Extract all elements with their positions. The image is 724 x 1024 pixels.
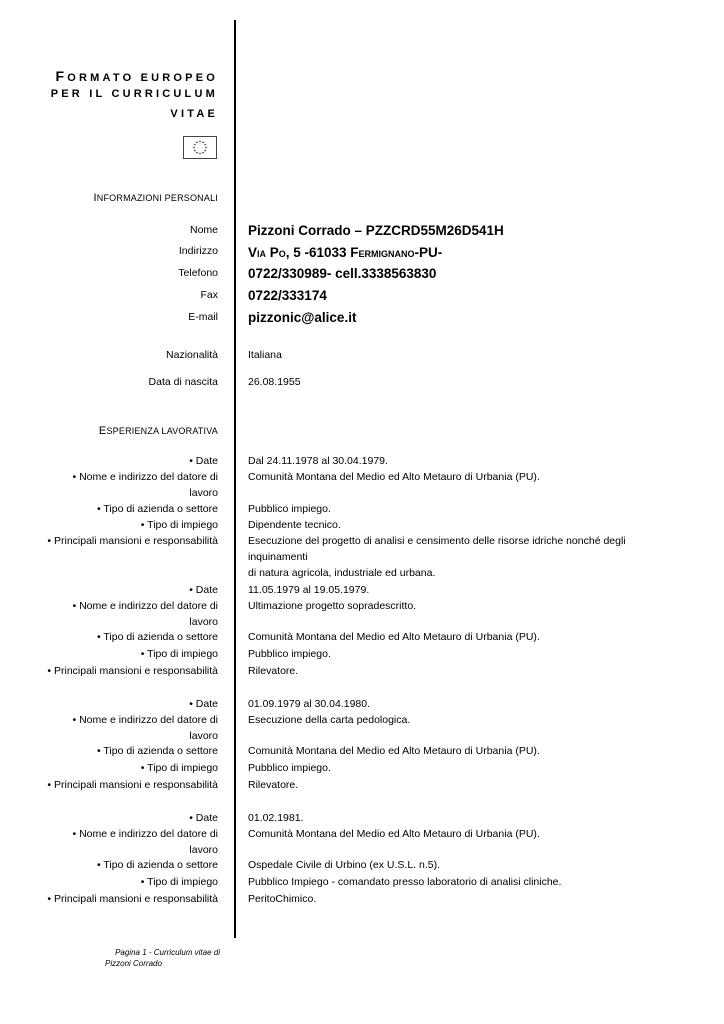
entry-3-sector-label: • Tipo di azienda o settore [96,745,218,757]
entry-3-date-label: • Date [189,698,218,710]
entry-2-sector-label: • Tipo di azienda o settore [96,631,218,643]
entry-2-job-type: Pubblico impiego. [248,648,331,660]
entry-1-duties: Esecuzione del progetto di analisi e censimento delle risorse idriche nonché degli inquinamenti di natura agricola, industriale ed urbana. [248,535,626,579]
footer-line-1: Pagina 1 - Curriculum vitae di [115,948,220,957]
title-line-3: VITAE [170,108,218,120]
entry-3-sector: Comunità Montana del Medio ed Alto Metauro di Urbania (PU). [248,745,540,757]
entry-3-job-type: Pubblico impiego. [248,762,331,774]
fax-label: Fax [200,289,218,301]
entry-2-sector: Comunità Montana del Medio ed Alto Metauro di Urbania (PU). [248,631,540,643]
entry-1-duties-label: • Principali mansioni e responsabilità [47,535,218,547]
entry-1-date: Dal 24.11.1978 al 30.04.1979. [248,455,388,467]
entry-1-sector: Pubblico impiego. [248,503,331,515]
phone-label: Telefono [178,267,218,279]
entry-4-duties: PeritoChimico. [248,893,317,905]
birth-date-value: 26.08.1955 [248,376,301,388]
entry-2-duties: Rilevatore. [248,665,299,677]
entry-2-employer-label: • Nome e indirizzo del datore di lavoro [72,600,218,628]
entry-3-duties-label: • Principali mansioni e responsabilità [47,779,218,791]
entry-1-employer-label: • Nome e indirizzo del datore di lavoro [72,471,218,499]
entry-3-job-type-label: • Tipo di impiego [140,762,218,774]
entry-3-employer-label: • Nome e indirizzo del datore di lavoro [72,714,218,742]
entry-2-job-type-label: • Tipo di impiego [140,648,218,660]
entry-2-date: 11.05.1979 al 19.05.1979. [248,584,370,596]
entry-1-job-type-label: • Tipo di impiego [140,519,218,531]
birth-date-label: Data di nascita [148,376,218,388]
entry-1-employer: Comunità Montana del Medio ed Alto Metauro di Urbania (PU). [248,471,540,483]
address-label: Indirizzo [178,245,218,257]
column-divider [234,20,236,938]
entry-2-employer: Ultimazione progetto sopradescritto. [248,600,417,612]
entry-3-employer: Esecuzione della carta pedologica. [248,714,411,726]
nationality-label: Nazionalità [166,349,218,361]
title-line-1: FORMATO EUROPEO [55,68,218,84]
entry-2-date-label: • Date [189,584,218,596]
entry-4-employer-label: • Nome e indirizzo del datore di lavoro [72,828,218,856]
entry-4-duties-label: • Principali mansioni e responsabilità [47,893,218,905]
entry-4-employer: Comunità Montana del Medio ed Alto Metauro di Urbania (PU). [248,828,540,840]
address-value: Via Po, 5 -61033 Fermignano-PU- [248,245,443,260]
entry-3-date: 01.09.1979 al 30.04.1980. [248,698,371,710]
title-line-2: PER IL CURRICULUM [50,88,218,100]
entry-1-date-label: • Date [189,455,218,467]
email-value: pizzonic@alice.it [248,310,357,325]
fax-value: 0722/333174 [248,288,327,303]
eu-flag-icon [183,136,217,159]
name-label: Nome [189,224,218,236]
section-work-experience: ESPERIENZA LAVORATIVA [98,425,218,437]
nationality-value: Italiana [248,349,282,361]
section-personal-info: INFORMAZIONI PERSONALI [93,192,218,204]
phone-value: 0722/330989- cell.3338563830 [248,266,437,281]
entry-2-duties-label: • Principali mansioni e responsabilità [47,665,218,677]
name-value: Pizzoni Corrado – PZZCRD55M26D541H [248,223,504,238]
entry-4-job-type-label: • Tipo di impiego [140,876,218,888]
entry-4-date: 01.02.1981. [248,812,304,824]
entry-4-date-label: • Date [189,812,218,824]
entry-4-sector-label: • Tipo di azienda o settore [96,859,218,871]
entry-3-duties: Rilevatore. [248,779,299,791]
entry-1-sector-label: • Tipo di azienda o settore [96,503,218,515]
entry-4-job-type: Pubblico Impiego - comandato presso laboratorio di analisi cliniche. [248,876,562,888]
entry-1-job-type: Dipendente tecnico. [248,519,341,531]
email-label: E-mail [188,311,218,323]
footer-line-2: Pizzoni Corrado [105,959,162,968]
entry-4-sector: Ospedale Civile di Urbino (ex U.S.L. n.5). [248,859,440,871]
page-footer [100,947,220,969]
